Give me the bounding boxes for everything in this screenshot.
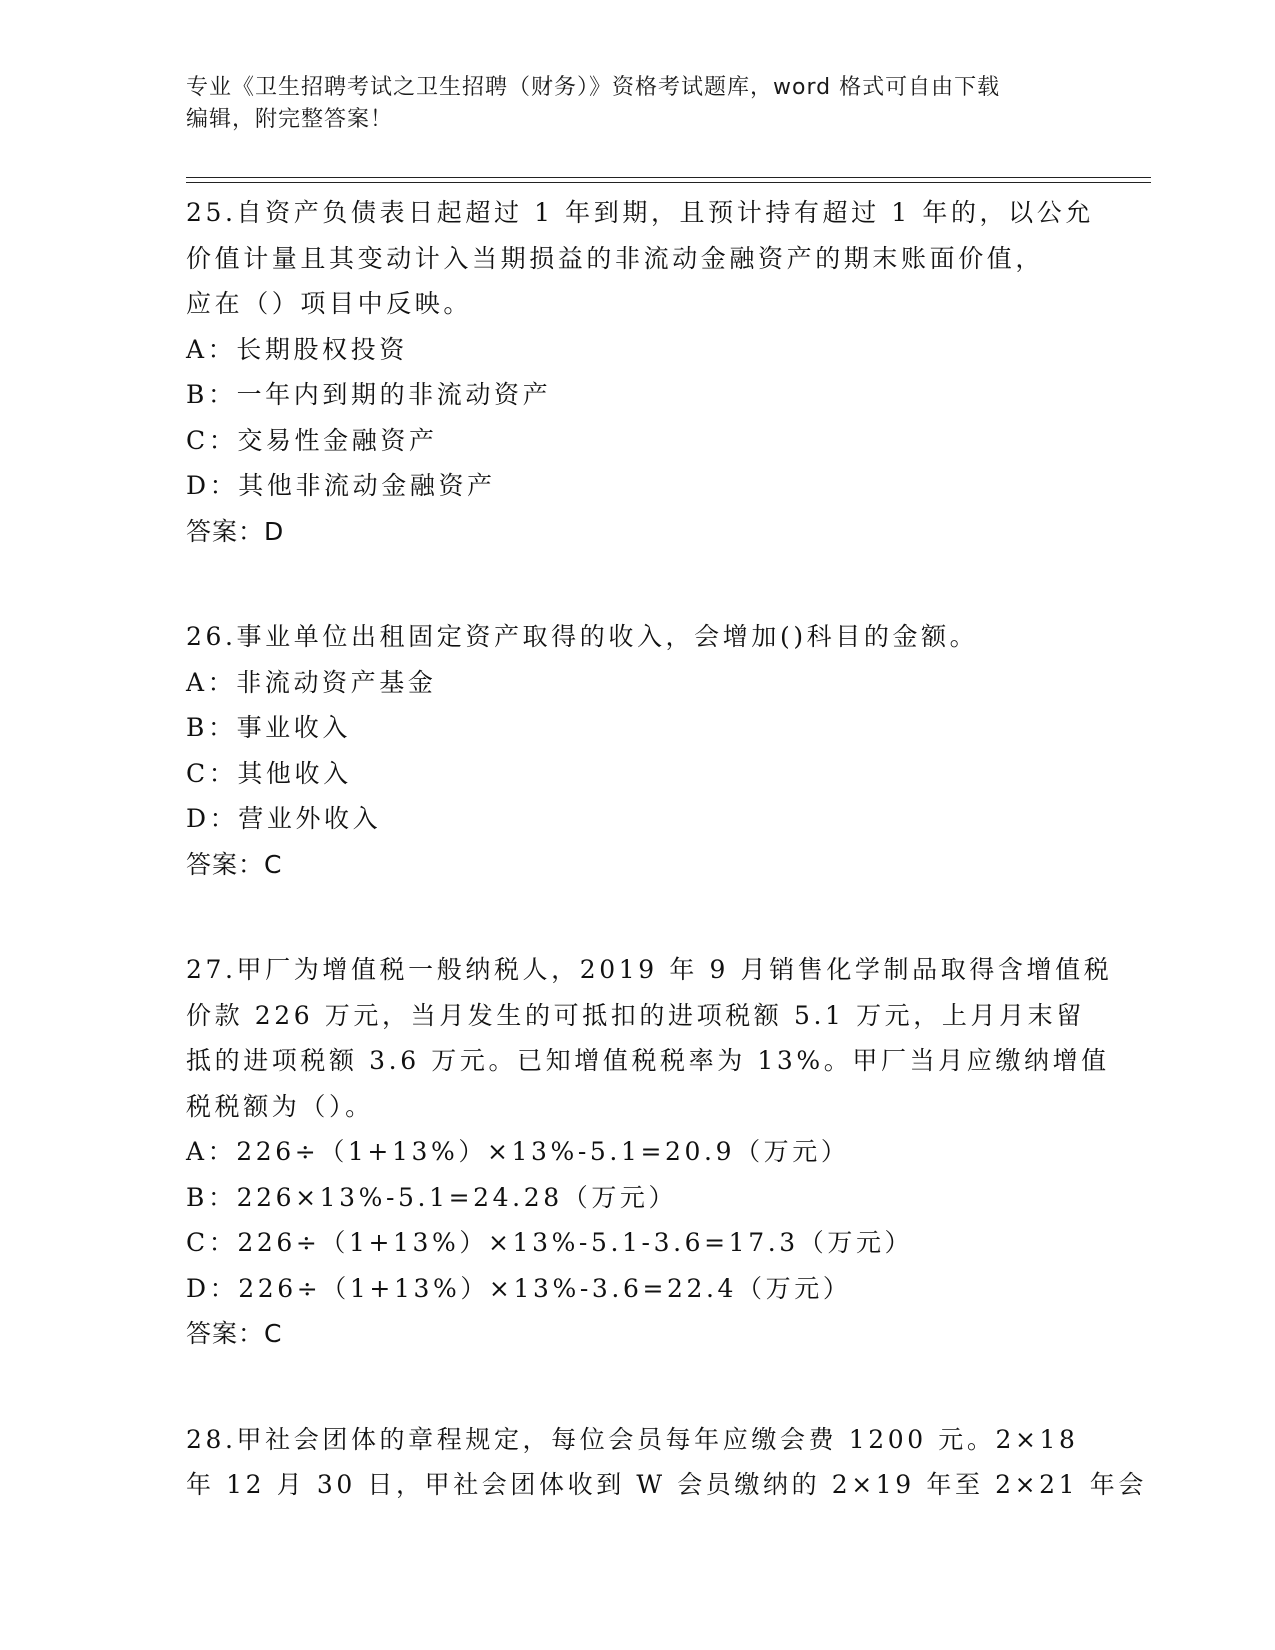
question-stem-line: 应在（）项目中反映。 — [186, 289, 473, 318]
header-divider-top — [186, 177, 1151, 178]
answer: 答案：D — [186, 516, 285, 546]
header-divider-bottom — [186, 182, 1151, 183]
question-27 — [186, 947, 1113, 1357]
answer: 答案：C — [186, 849, 283, 879]
header-line-2: 编辑，附完整答案！ — [186, 107, 394, 132]
question-stem-line: 26.事业单位出租固定资产取得的收入，会增加()科目的金额。 — [186, 622, 979, 651]
answer: 答案：C — [186, 1319, 283, 1348]
question-list — [186, 190, 1147, 1568]
question-stem-line: 28.甲社会团体的章程规定，每位会员每年应缴会费 1200 元。2×18 — [186, 1424, 1079, 1454]
option-c: C：226÷（1+13%）×13%-5.1-3.6=17.3（万元） — [186, 1228, 914, 1257]
question-stem-line: 年 12 月 30 日，甲社会团体收到 W 会员缴纳的 2×19 年至 2×21 年会 — [186, 1470, 1147, 1499]
option-d: D：其他非流动金融资产 — [186, 471, 496, 500]
question-stem-line: 价值计量且其变动计入当期损益的非流动金融资产的期末账面价值， — [186, 243, 1045, 273]
option-b: B：事业收入 — [186, 713, 351, 742]
header-line-1: 专业《卫生招聘考试之卫生招聘（财务）》资格考试题库，word 格式可自由下载 — [186, 75, 1001, 100]
option-c: C：其他收入 — [186, 758, 352, 788]
question-stem-line: 税税额为（）。 — [186, 1091, 374, 1121]
question-25 — [186, 190, 1094, 554]
question-28 — [186, 1417, 1147, 1508]
question-26 — [186, 614, 1086, 887]
option-a: A：226÷（1+13%）×13%-5.1=20.9（万元） — [186, 1137, 850, 1166]
option-c: C：交易性金融资产 — [186, 425, 438, 455]
option-a: A：长期股权投资 — [186, 334, 408, 364]
option-b: B：一年内到期的非流动资产 — [186, 380, 552, 409]
question-stem-line: 抵的进项税额 3.6 万元。已知增值税税率为 13%。甲厂当月应缴纳增值 — [186, 1046, 1110, 1075]
question-stem-line: 25.自资产负债表日起超过 1 年到期，且预计持有超过 1 年的，以公允 — [186, 198, 1094, 227]
option-b: B：226×13%-5.1=24.28（万元） — [186, 1182, 678, 1212]
option-d: D：226÷（1+13%）×13%-3.6=22.4（万元） — [186, 1273, 852, 1303]
option-a: A：非流动资产基金 — [186, 667, 437, 697]
option-d: D：营业外收入 — [186, 804, 382, 833]
question-stem-line: 价款 226 万元，当月发生的可抵扣的进项税额 5.1 万元，上月月末留 — [186, 1000, 1085, 1030]
question-stem-line: 27.甲厂为增值税一般纳税人，2019 年 9 月销售化学制品取得含增值税 — [186, 955, 1113, 984]
document-header — [186, 72, 1086, 136]
